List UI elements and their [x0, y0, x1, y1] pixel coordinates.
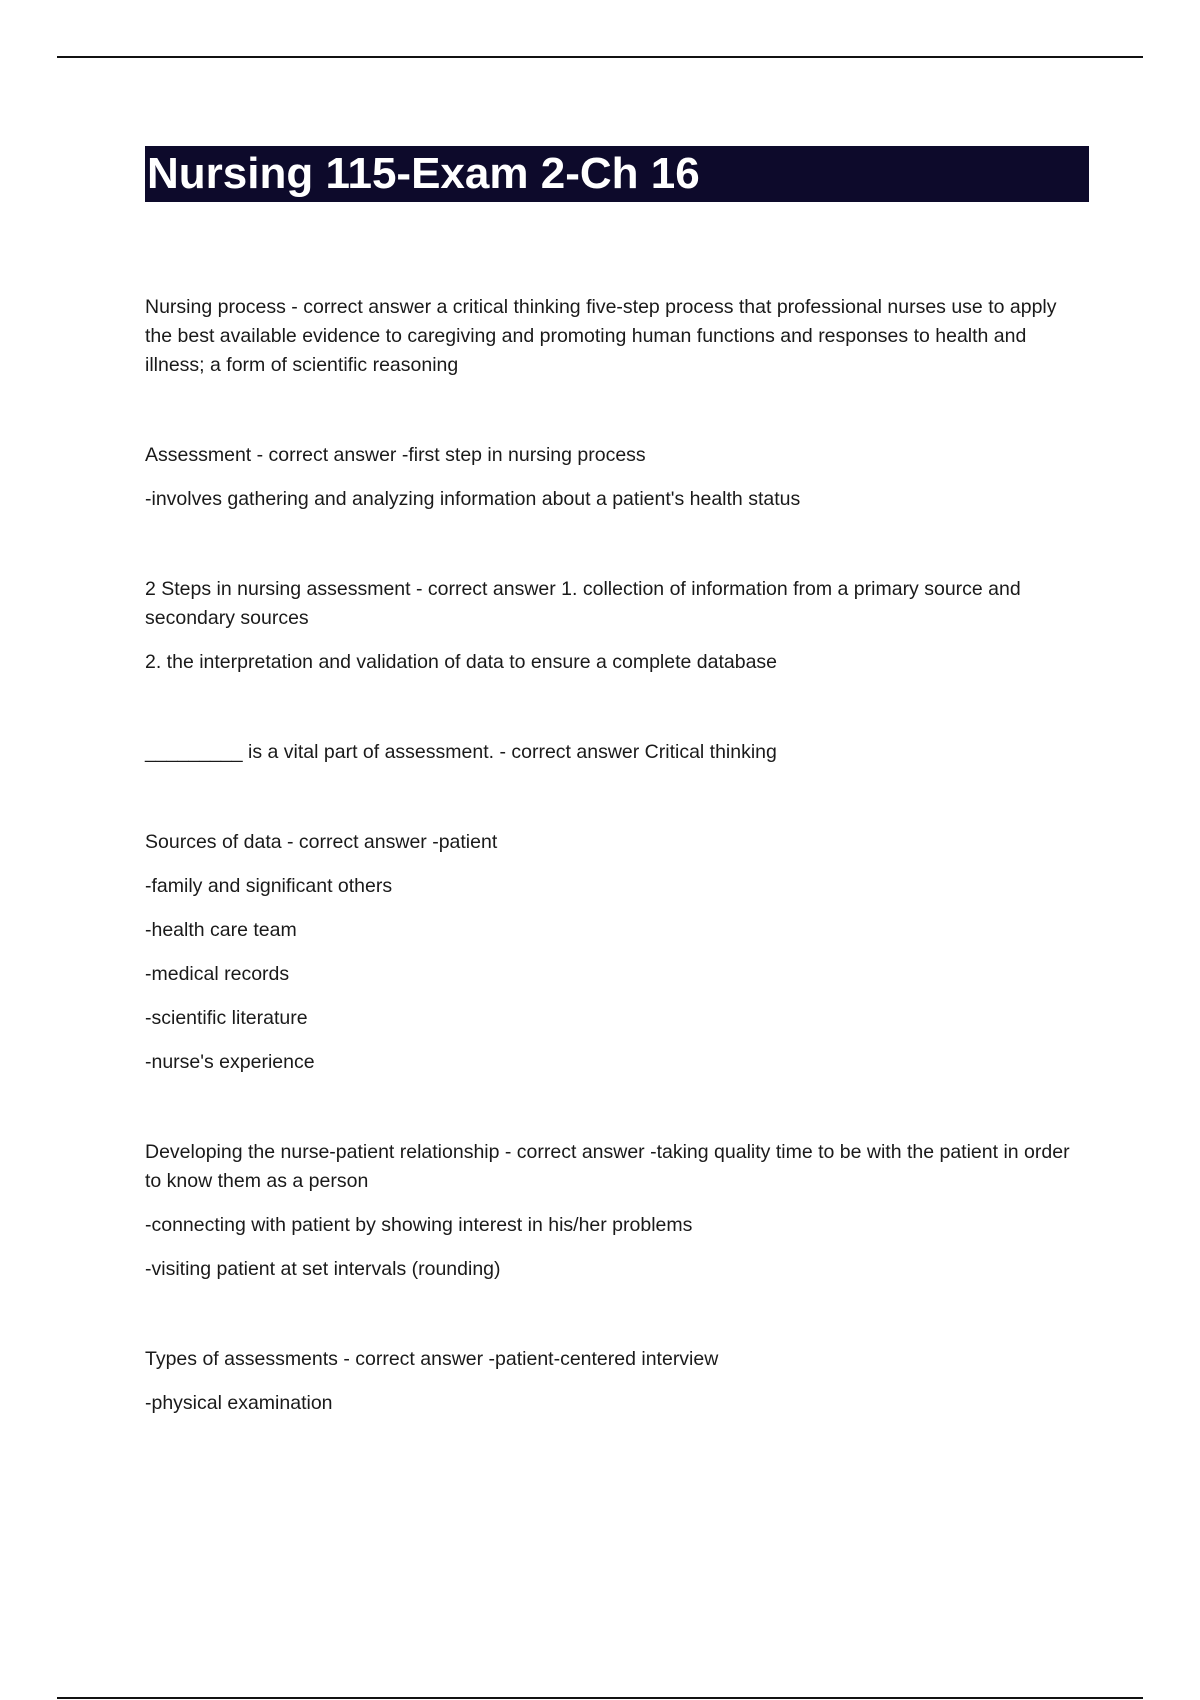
entry-text: -medical records — [145, 963, 290, 985]
title-banner — [145, 146, 1089, 202]
entry-text: 2 Steps in nursing assessment - correct answer 1. collection of information from a primary source and secondary sources — [145, 578, 1021, 629]
entry-text: -scientific literature — [145, 1007, 308, 1029]
entry-text: -connecting with patient by showing interest in his/her problems — [145, 1214, 693, 1236]
entry-text: -physical examination — [145, 1392, 333, 1414]
top-rule — [57, 56, 1143, 58]
document-title: Nursing 115-Exam 2-Ch 16 — [147, 149, 700, 198]
entry-text: Assessment - correct answer -first step in nursing process — [145, 444, 646, 466]
entry-text: -visiting patient at set intervals (rounding) — [145, 1258, 501, 1280]
flashcard-entry — [145, 1345, 1089, 1418]
entry-text: 2. the interpretation and validation of data to ensure a complete database — [145, 651, 778, 673]
flashcard-entry — [145, 828, 1089, 1077]
entry-text: Developing the nurse-patient relationship - correct answer -taking quality time to be with the patient in order to know them as a person — [145, 1141, 1070, 1192]
entry-text: -family and significant others — [145, 875, 393, 897]
flashcard-entry — [145, 738, 1089, 767]
flashcard-entry — [145, 575, 1089, 677]
entry-text: Types of assessments - correct answer -patient-centered interview — [145, 1348, 719, 1370]
document-body — [145, 146, 1089, 1479]
entry-text: _________ is a vital part of assessment. - correct answer Critical thinking — [145, 741, 777, 763]
entry-text: -health care team — [145, 919, 297, 941]
entry-text: -involves gathering and analyzing information about a patient's health status — [145, 488, 801, 510]
flashcard-entry — [145, 293, 1089, 380]
flashcard-entry — [145, 441, 1089, 514]
entry-text: -nurse's experience — [145, 1051, 315, 1073]
entry-text: Sources of data - correct answer -patient — [145, 831, 498, 853]
entry-text: Nursing process - correct answer a critical thinking five-step process that professional nurses use to apply the best available evidence to caregiving and promoting human functions and responses to health and illness; a form of scientific reasoning — [145, 296, 1057, 376]
flashcard-list — [145, 293, 1089, 1418]
bottom-rule — [57, 1697, 1143, 1699]
flashcard-entry — [145, 1138, 1089, 1284]
